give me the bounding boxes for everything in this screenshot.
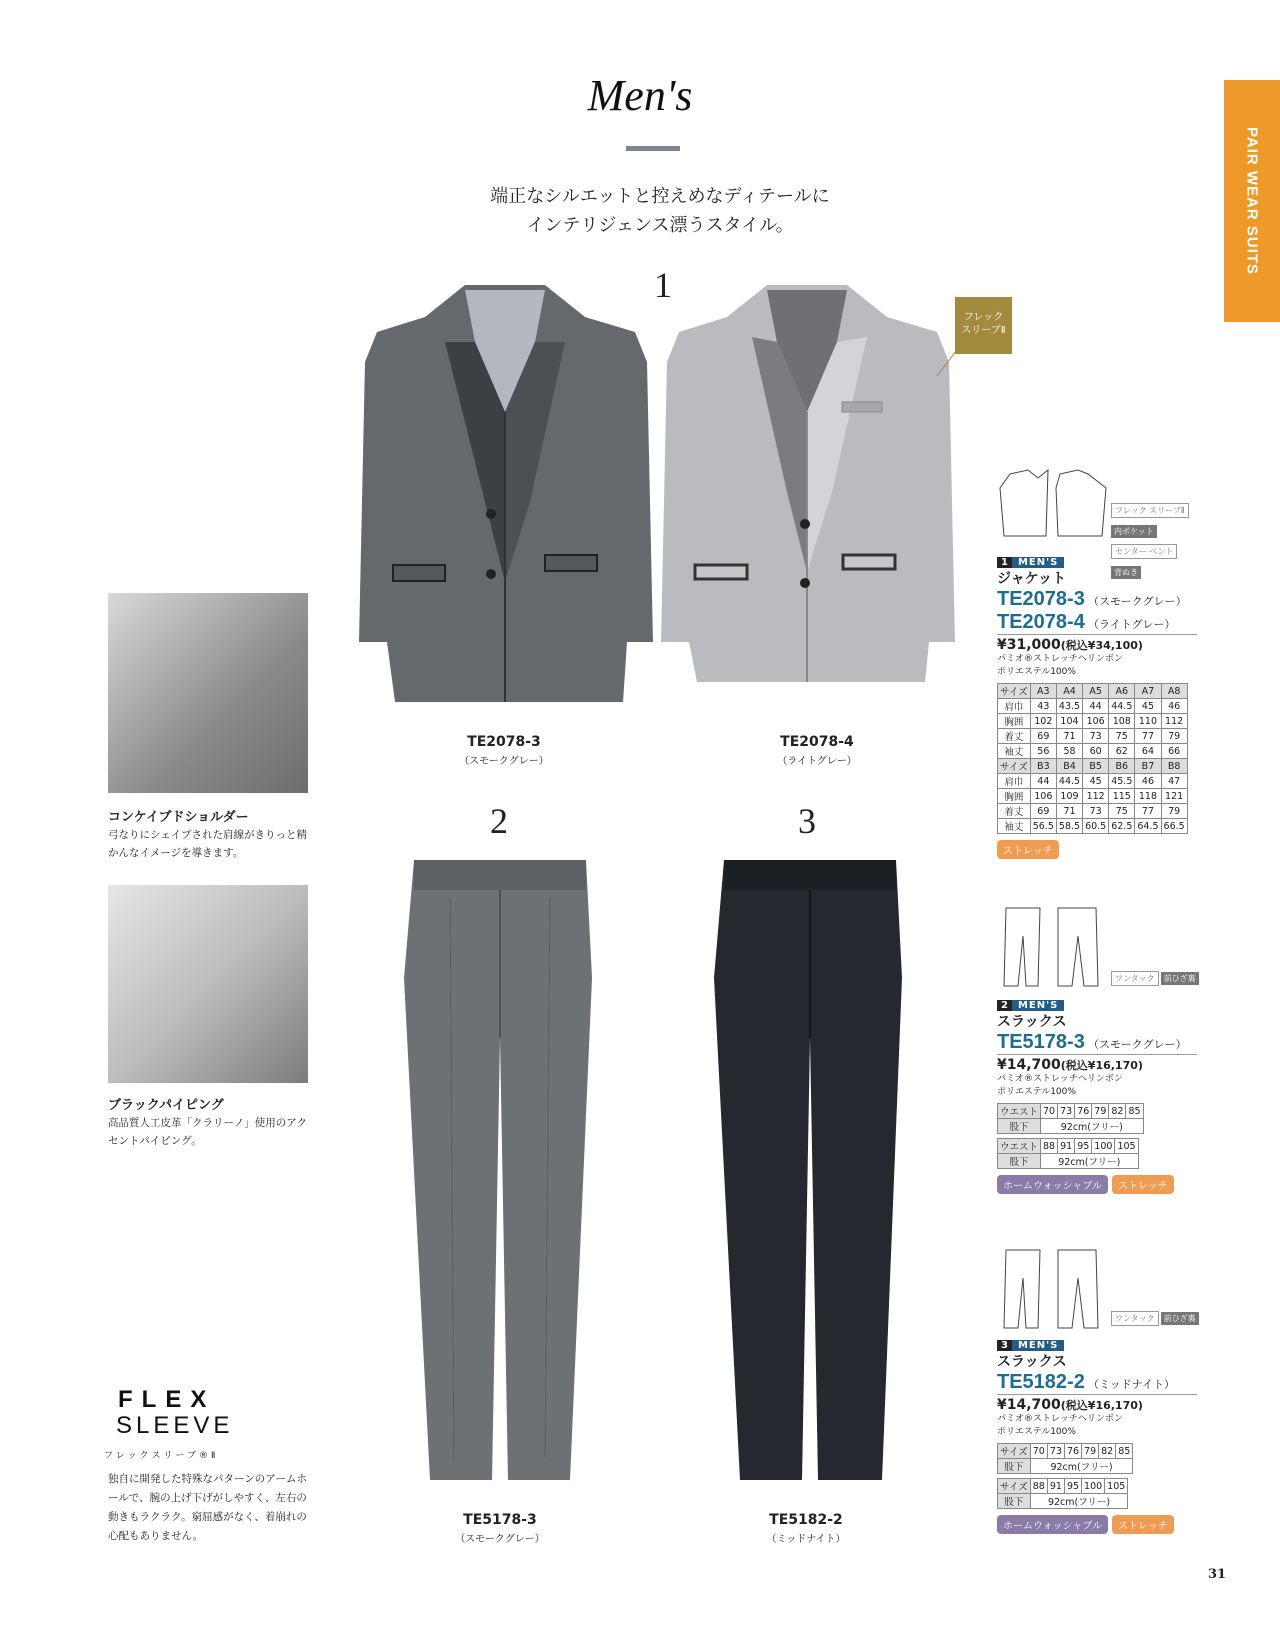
size-cell: 104 bbox=[1056, 714, 1082, 729]
detail-piping-photo bbox=[108, 885, 308, 1083]
size-cell: B5 bbox=[1083, 759, 1109, 774]
size-cell: A6 bbox=[1109, 684, 1135, 699]
flex-text: 独自に開発した特殊なパターンのアームホールで、腕の上げ下げがしやすく、左右の動きもラクラク。窮屈感がなく、着崩れの心配もありません。 bbox=[108, 1473, 307, 1542]
size-cell: 62.5 bbox=[1109, 819, 1135, 834]
slacks-b-size-table-1 bbox=[997, 1443, 1133, 1474]
slacks-a-size-table-2 bbox=[997, 1138, 1139, 1169]
mens-tag-1-label: MEN'S bbox=[1012, 557, 1064, 568]
spec-3-code: TE5182-2 bbox=[997, 1371, 1085, 1393]
size-cell: 60.5 bbox=[1083, 819, 1109, 834]
size-cell: 75 bbox=[1109, 729, 1135, 744]
size-cell: 112 bbox=[1083, 789, 1109, 804]
size-cell: 121 bbox=[1161, 789, 1187, 804]
title-rule bbox=[626, 146, 680, 151]
size-cell: B6 bbox=[1109, 759, 1135, 774]
size-cell: 73 bbox=[1083, 804, 1109, 819]
size-cell: 92cm(フリー) bbox=[1041, 1119, 1144, 1134]
spec-item-1 bbox=[997, 557, 1197, 859]
size-cell: A5 bbox=[1083, 684, 1109, 699]
size-cell: 股下 bbox=[998, 1494, 1031, 1509]
stretch-pill-3: ストレッチ bbox=[1112, 1515, 1174, 1534]
size-cell: 82 bbox=[1109, 1104, 1126, 1119]
size-cell: 92cm(フリー) bbox=[1041, 1154, 1139, 1169]
size-cell: 64 bbox=[1135, 744, 1161, 759]
tagline bbox=[380, 182, 940, 240]
spec-3-color: （ミッドナイト） bbox=[1088, 1378, 1176, 1391]
size-cell: 着丈 bbox=[998, 804, 1031, 819]
size-cell: 76 bbox=[1064, 1444, 1081, 1459]
size-cell: 69 bbox=[1030, 804, 1056, 819]
size-cell: 88 bbox=[1030, 1479, 1047, 1494]
spec-3-title: スラックス bbox=[997, 1354, 1067, 1370]
size-cell: 92cm(フリー) bbox=[1030, 1494, 1128, 1509]
tag-center-vent: センター ベント bbox=[1111, 544, 1177, 559]
size-cell: サイズ bbox=[998, 1479, 1031, 1494]
tag-unlined-back: 背ぬき bbox=[1111, 566, 1141, 579]
size-cell: 44 bbox=[1030, 774, 1056, 789]
tagline-line-1: 端正なシルエットと控えめなディテールに bbox=[490, 186, 830, 207]
tag-flex-sleeve: フレック スリーブⅡ bbox=[1111, 503, 1189, 518]
mens-tag-3-label: MEN'S bbox=[1012, 1340, 1064, 1351]
size-cell: 75 bbox=[1109, 804, 1135, 819]
size-cell: 112 bbox=[1161, 714, 1187, 729]
size-cell: 79 bbox=[1092, 1104, 1109, 1119]
size-cell: 85 bbox=[1116, 1444, 1133, 1459]
tag-one-tuck-2: ワンタック bbox=[1111, 971, 1159, 986]
item-number-3: 3 bbox=[798, 801, 816, 841]
spec-1-fabric-1: パミオ®ストレッチヘリンボン bbox=[997, 654, 1123, 664]
size-cell: 102 bbox=[1030, 714, 1056, 729]
spec-1-title: ジャケット bbox=[997, 571, 1067, 587]
spec-1-color-b: （ライトグレー） bbox=[1088, 618, 1176, 631]
slacks-b-flat-sketch bbox=[998, 1248, 1104, 1330]
size-cell: 56 bbox=[1030, 744, 1056, 759]
size-cell: 105 bbox=[1105, 1479, 1128, 1494]
size-cell: 股下 bbox=[998, 1119, 1041, 1134]
spec-3-fabric-1: パミオ®ストレッチヘリンボン bbox=[997, 1414, 1123, 1424]
side-tab-label: PAIR WEAR SUITS bbox=[1243, 126, 1261, 276]
stretch-pill-2: ストレッチ bbox=[1112, 1175, 1174, 1194]
size-cell: 45 bbox=[1083, 774, 1109, 789]
size-cell: サイズ bbox=[998, 684, 1031, 699]
size-cell: B4 bbox=[1056, 759, 1082, 774]
size-cell: 胸囲 bbox=[998, 789, 1031, 804]
mens-tag-2-label: MEN'S bbox=[1012, 1000, 1064, 1011]
size-cell: 91 bbox=[1058, 1139, 1075, 1154]
size-cell: 69 bbox=[1030, 729, 1056, 744]
flex-badge-line-2: スリーブⅡ bbox=[961, 325, 1006, 336]
slacks-b-feature-tags bbox=[1110, 1306, 1200, 1327]
slacks-a-flat-sketch bbox=[998, 906, 1104, 988]
spec-3-fabric-2: ポリエステル100% bbox=[997, 1427, 1076, 1437]
size-cell: 43.5 bbox=[1056, 699, 1082, 714]
caption-jacket-b-code: TE2078-4 bbox=[780, 734, 854, 750]
size-cell: 66.5 bbox=[1161, 819, 1187, 834]
caption-jacket-a-sub: （スモークグレー） bbox=[459, 756, 549, 767]
spec-1-code-a: TE2078-3 bbox=[997, 588, 1085, 610]
detail-1-text: 弓なりにシェイプされた肩線がきりっと精かんなイメージを導きます。 bbox=[108, 829, 307, 859]
flex-logo-sub: フレックスリーブ®Ⅱ bbox=[104, 1451, 219, 1461]
size-cell: 100 bbox=[1082, 1479, 1105, 1494]
washable-pill-2: ホームウォッシャブル bbox=[997, 1175, 1108, 1194]
size-cell: 44.5 bbox=[1109, 699, 1135, 714]
flex-logo-bottom: SLEEVE bbox=[116, 1412, 234, 1439]
size-cell: 70 bbox=[1041, 1104, 1058, 1119]
size-cell: 60 bbox=[1083, 744, 1109, 759]
detail-shoulder-photo bbox=[108, 593, 308, 793]
size-cell: A8 bbox=[1161, 684, 1187, 699]
size-cell: 88 bbox=[1041, 1139, 1058, 1154]
caption-slacks-a-sub: （スモークグレー） bbox=[455, 1534, 545, 1545]
size-cell: B7 bbox=[1135, 759, 1161, 774]
size-cell: 股下 bbox=[998, 1459, 1031, 1474]
detail-2-title: ブラックパイピング bbox=[108, 1098, 224, 1113]
washable-pill-3: ホームウォッシャブル bbox=[997, 1515, 1108, 1534]
spec-2-price-row bbox=[997, 1054, 1197, 1073]
size-cell: 胸囲 bbox=[998, 714, 1031, 729]
size-cell: 肩巾 bbox=[998, 699, 1031, 714]
size-cell: 109 bbox=[1056, 789, 1082, 804]
size-cell: 45 bbox=[1135, 699, 1161, 714]
item-number-2: 2 bbox=[490, 801, 508, 841]
size-cell: ウエスト bbox=[998, 1104, 1041, 1119]
size-cell: 73 bbox=[1083, 729, 1109, 744]
size-cell: サイズ bbox=[998, 759, 1031, 774]
size-cell: 108 bbox=[1109, 714, 1135, 729]
slacks-b-size-table-2 bbox=[997, 1478, 1128, 1509]
size-cell: 45.5 bbox=[1109, 774, 1135, 789]
size-cell: ウエスト bbox=[998, 1139, 1041, 1154]
size-cell: 袖丈 bbox=[998, 744, 1031, 759]
slacks-smoke-gray-photo bbox=[400, 858, 600, 1488]
size-cell: 110 bbox=[1135, 714, 1161, 729]
size-cell: 66 bbox=[1161, 744, 1187, 759]
tag-knee-lining-3: 前ひざ裏 bbox=[1161, 1312, 1199, 1325]
size-cell: 46 bbox=[1135, 774, 1161, 789]
mens-tag-1 bbox=[997, 557, 1064, 568]
jacket-smoke-gray-photo bbox=[355, 282, 655, 722]
caption-jacket-a-code: TE2078-3 bbox=[467, 734, 541, 750]
detail-1-title: コンケイブドショルダー bbox=[108, 810, 249, 825]
spec-2-fabric-1: パミオ®ストレッチヘリンボン bbox=[997, 1074, 1123, 1084]
size-cell: 105 bbox=[1115, 1139, 1138, 1154]
size-cell: 着丈 bbox=[998, 729, 1031, 744]
size-cell: B8 bbox=[1161, 759, 1187, 774]
size-cell: 115 bbox=[1109, 789, 1135, 804]
spec-1-price-tax: (税込¥34,100) bbox=[1060, 639, 1143, 652]
spec-item-3 bbox=[997, 1340, 1197, 1534]
size-cell: A7 bbox=[1135, 684, 1161, 699]
size-cell: 71 bbox=[1056, 729, 1082, 744]
spec-1-code-b: TE2078-4 bbox=[997, 611, 1085, 633]
mens-tag-3 bbox=[997, 1340, 1064, 1351]
spec-item-2 bbox=[997, 1000, 1197, 1194]
size-cell: 56.5 bbox=[1030, 819, 1056, 834]
caption-slacks-a-code: TE5178-3 bbox=[463, 1512, 537, 1528]
spec-2-fabric-2: ポリエステル100% bbox=[997, 1087, 1076, 1097]
tag-knee-lining-2: 前ひざ裏 bbox=[1161, 972, 1199, 985]
mens-tag-1-num: 1 bbox=[997, 557, 1012, 568]
spec-3-price-row bbox=[997, 1394, 1197, 1413]
flex-badge-line-1: フレック bbox=[963, 312, 1004, 323]
size-cell: 79 bbox=[1082, 1444, 1099, 1459]
caption-slacks-b-code: TE5182-2 bbox=[769, 1512, 843, 1528]
size-cell: 62 bbox=[1109, 744, 1135, 759]
spec-1-fabric-2: ポリエステル100% bbox=[997, 667, 1076, 677]
item-number-1: 1 bbox=[654, 265, 672, 305]
spec-2-price-tax: (税込¥16,170) bbox=[1060, 1059, 1143, 1072]
spec-3-price-tax: (税込¥16,170) bbox=[1060, 1399, 1143, 1412]
size-cell: B3 bbox=[1030, 759, 1056, 774]
jacket-light-gray-photo bbox=[657, 282, 957, 722]
tag-inner-pocket: 内ポケット bbox=[1111, 525, 1157, 538]
size-cell: 58 bbox=[1056, 744, 1082, 759]
size-cell: 43 bbox=[1030, 699, 1056, 714]
size-cell: 袖丈 bbox=[998, 819, 1031, 834]
size-cell: 85 bbox=[1126, 1104, 1143, 1119]
size-cell: 92cm(フリー) bbox=[1030, 1459, 1133, 1474]
size-cell: 106 bbox=[1030, 789, 1056, 804]
caption-slacks-b-sub: （ミッドナイト） bbox=[766, 1534, 846, 1545]
size-cell: 47 bbox=[1161, 774, 1187, 789]
size-cell: A4 bbox=[1056, 684, 1082, 699]
spec-2-color: （スモークグレー） bbox=[1088, 1038, 1187, 1051]
size-cell: 73 bbox=[1058, 1104, 1075, 1119]
jacket-flat-sketch bbox=[998, 468, 1110, 542]
spec-1-price: ¥31,000 bbox=[997, 637, 1061, 653]
size-cell: 77 bbox=[1135, 804, 1161, 819]
size-cell: 44.5 bbox=[1056, 774, 1082, 789]
spec-1-price-row bbox=[997, 634, 1197, 653]
spec-2-price: ¥14,700 bbox=[997, 1057, 1061, 1073]
size-cell: 77 bbox=[1135, 729, 1161, 744]
size-cell: 64.5 bbox=[1135, 819, 1161, 834]
size-cell: 46 bbox=[1161, 699, 1187, 714]
size-cell: 79 bbox=[1161, 804, 1187, 819]
slacks-midnight-photo bbox=[710, 858, 910, 1488]
caption-jacket-b-sub: （ライトグレー） bbox=[777, 756, 857, 767]
size-cell: 58.5 bbox=[1056, 819, 1082, 834]
page-title: Men's bbox=[587, 71, 693, 120]
size-cell: 95 bbox=[1075, 1139, 1092, 1154]
mens-tag-2 bbox=[997, 1000, 1064, 1011]
side-tab bbox=[1224, 80, 1280, 322]
mens-tag-2-num: 2 bbox=[997, 1000, 1012, 1011]
size-cell: 44 bbox=[1083, 699, 1109, 714]
flex-logo-top: FLEX bbox=[118, 1386, 216, 1413]
size-cell: 70 bbox=[1030, 1444, 1047, 1459]
size-cell: 95 bbox=[1064, 1479, 1081, 1494]
detail-2-text: 高品質人工皮革「クラリーノ」使用のアクセントパイピング。 bbox=[108, 1117, 307, 1147]
size-cell: 76 bbox=[1075, 1104, 1092, 1119]
badge-pointer-line bbox=[935, 340, 965, 380]
mens-tag-3-num: 3 bbox=[997, 1340, 1012, 1351]
size-cell: 100 bbox=[1092, 1139, 1115, 1154]
size-cell: 91 bbox=[1047, 1479, 1064, 1494]
slacks-a-size-table-1 bbox=[997, 1103, 1144, 1134]
size-cell: 73 bbox=[1047, 1444, 1064, 1459]
jacket-size-table-a bbox=[997, 683, 1188, 834]
slacks-a-feature-tags bbox=[1110, 966, 1200, 987]
spec-2-title: スラックス bbox=[997, 1014, 1067, 1030]
size-cell: サイズ bbox=[998, 1444, 1031, 1459]
stretch-pill-1: ストレッチ bbox=[997, 840, 1059, 859]
size-cell: 股下 bbox=[998, 1154, 1041, 1169]
tagline-line-2: インテリジェンス漂うスタイル。 bbox=[526, 215, 794, 236]
size-cell: 106 bbox=[1083, 714, 1109, 729]
tag-one-tuck-3: ワンタック bbox=[1111, 1311, 1159, 1326]
size-cell: 肩巾 bbox=[998, 774, 1031, 789]
size-cell: 118 bbox=[1135, 789, 1161, 804]
size-cell: A3 bbox=[1030, 684, 1056, 699]
spec-2-code: TE5178-3 bbox=[997, 1031, 1085, 1053]
page-number: 31 bbox=[1208, 1567, 1227, 1582]
spec-3-price: ¥14,700 bbox=[997, 1397, 1061, 1413]
size-cell: 82 bbox=[1099, 1444, 1116, 1459]
size-cell: 71 bbox=[1056, 804, 1082, 819]
spec-1-color-a: （スモークグレー） bbox=[1088, 595, 1187, 608]
size-cell: 79 bbox=[1161, 729, 1187, 744]
